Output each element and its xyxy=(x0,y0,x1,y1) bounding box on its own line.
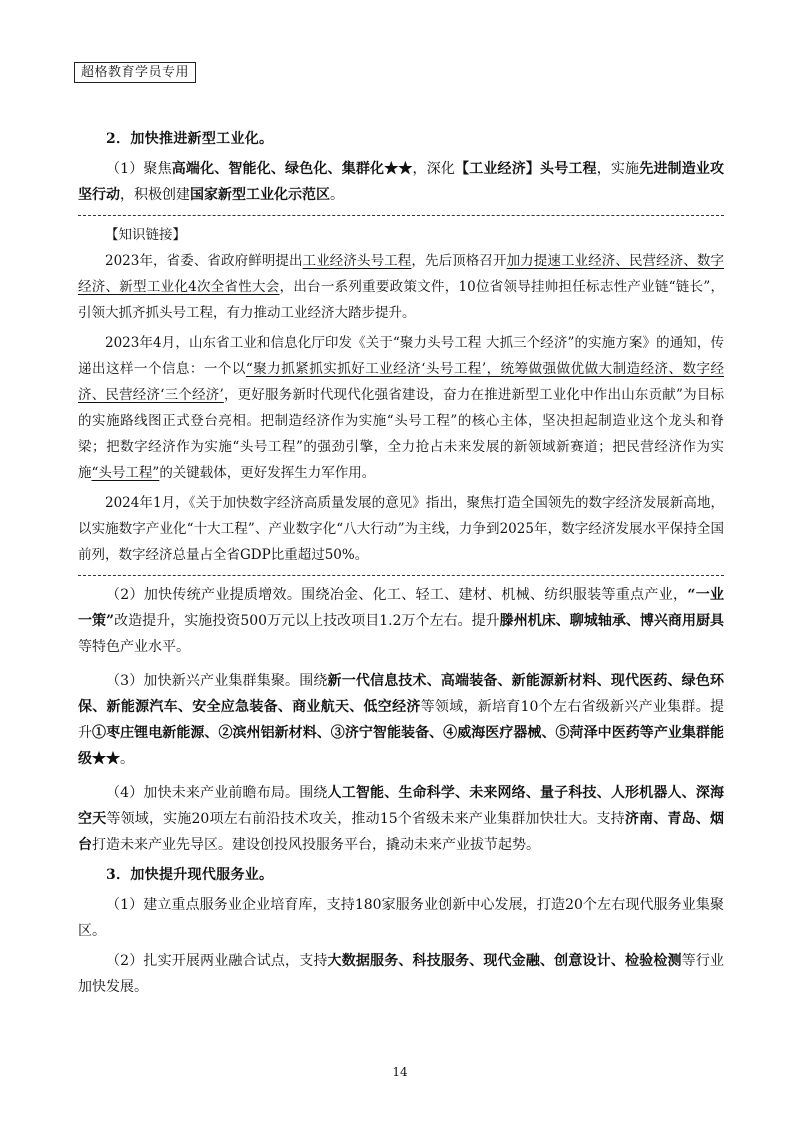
page-number: 14 xyxy=(392,1065,408,1079)
divider-bottom xyxy=(78,575,724,576)
knowledge-link-box xyxy=(78,222,724,568)
page-content xyxy=(78,126,724,1000)
paragraph-service-cultivation: （1）建立重点服务业企业培育库，支持180家服务业创新中心发展，打造20个左右现代服务业集聚区。 xyxy=(78,897,724,939)
section-heading-3: 3．加快提升现代服务业。 xyxy=(106,867,274,883)
knowledge-paragraph-1: 2023年，省委、省政府鲜明提出工业经济头号工程，先后顶格召开加力提速工业经济、民营经济、数字经济、新型工业化4次全省性大会，出台一系列重要政策文件，10位省领导挂帅担任标志性产业链“链长”，引领大抓齐抓头号工程，有力推动工业经济大踏步提升。 xyxy=(78,253,725,321)
knowledge-paragraph-2: 2023年4月，山东省工业和信息化厅印发《关于“聚力头号工程 大抓三个经济”的实施方案》的通知，传递出这样一个信息：一个以“聚力抓紧抓实抓好工业经济‘头号工程’，统筹做强做优做大制造经济、数字经济、民营经济‘三个经济’，更好服务新时代现代化强省建设，奋力在推进新型工业化中作出山东贡献”为目标的实施路线图正式登台亮相。把制造经济作为实施“头号工程”的核心主体，坚决担起制造业这个龙头和脊梁；把数字经济作为实施“头号工程”的强劲引擎，全力抢占未来发展的新领域新赛道；把民营经济作为实施“头号工程”的关键载体，更好发挥生力军作用。 xyxy=(78,335,725,481)
stamp-label: 超格教育学员专用 xyxy=(74,62,196,83)
knowledge-paragraph-3: 2024年1月，《关于加快数字经济高质量发展的意见》指出，聚焦打造全国领先的数字经济发展新高地，以实施数字产业化“十大工程”、产业数字化“八大行动”为主线，力争到2025年，数字经济发展水平保持全国前列，数字经济总量占全省GDP比重超过50%。 xyxy=(78,495,724,563)
paragraph-traditional-industry: （2）加快传统产业提质增效。围绕冶金、化工、轻工、建材、机械、纺织服装等重点产业，“一业一策”改造提升，实施投资500万元以上技改项目1.2万个左右。提升滕州机床、聊城轴承、博兴商用厨具等特色产业水平。 xyxy=(78,587,725,655)
divider-top xyxy=(78,215,724,216)
paragraph-emerging-industry: （3）加快新兴产业集群集聚。围绕新一代信息技术、高端装备、新能源新材料、现代医药、绿色环保、新能源汽车、安全应急装备、商业航天、低空经济等领域，新培育10个左右省级新兴产业集群。提升①枣庄锂电新能源、②滨州铝新材料、③济宁智能装备、④威海医疗器械、⑤菏泽中医药等产业集群能级★★。 xyxy=(78,673,724,767)
section-heading-2: 2．加快推进新型工业化。 xyxy=(106,131,274,147)
paragraph-integration-pilot: （2）扎实开展两业融合试点，支持大数据服务、科技服务、现代金融、创意设计、检验检测等行业加快发展。 xyxy=(78,953,725,995)
paragraph-industrial-focus: （1）聚焦高端化、智能化、绿色化、集群化★★，深化【工业经济】头号工程，实施先进制造业攻坚行动，积极创建国家新型工业化示范区。 xyxy=(78,161,725,203)
paragraph-future-industry: （4）加快未来产业前瞻布局。围绕人工智能、生命科学、未来网络、量子科技、人形机器人、深海空天等领域，实施20项左右前沿技术攻关，推动15个省级未来产业集群加快壮大。支持济南、青岛、烟台打造未来产业先导区。建设创投风投服务平台，撬动未来产业拔节起势。 xyxy=(78,785,724,853)
knowledge-link-title: 【知识链接】 xyxy=(105,227,186,243)
